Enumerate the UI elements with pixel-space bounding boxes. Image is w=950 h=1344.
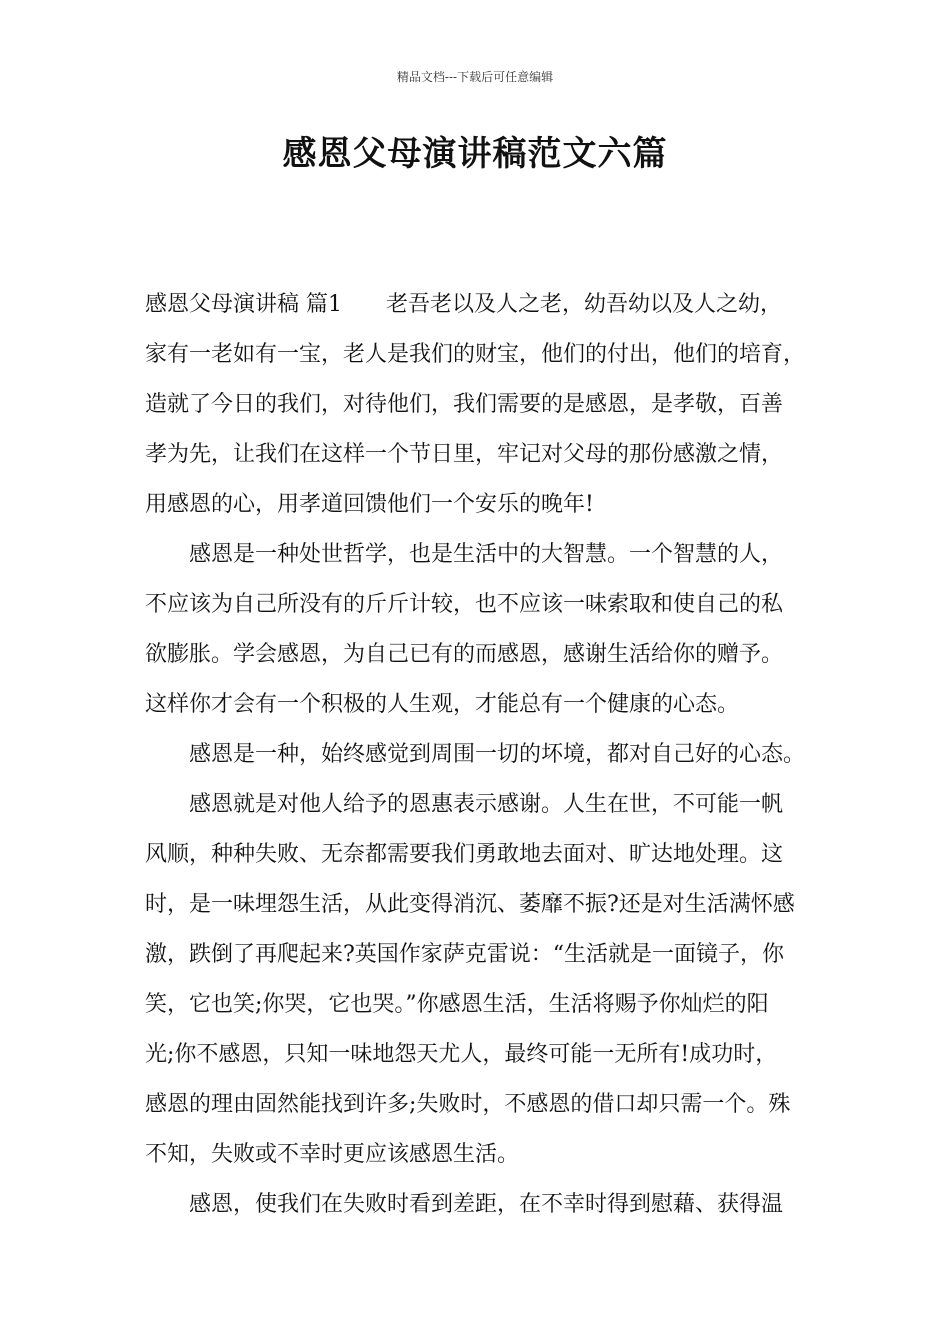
paragraph-line: 用感恩的心，用孝道回馈他们一个安乐的晚年! [145, 492, 594, 517]
paragraph-line: 造就了今日的我们，对待他们，我们需要的是感恩，是孝敬，百善 [145, 392, 784, 417]
paragraph-line: 风顺，种种失败、无奈都需要我们勇敢地去面对、旷达地处理。这 [145, 842, 784, 867]
paragraph-line: 激，跌倒了再爬起来?英国作家萨克雷说：“生活就是一面镜子，你 [145, 942, 785, 967]
paragraph-line: 笑，它也笑;你哭，它也哭。”你感恩生活，生活将赐予你灿烂的阳 [145, 992, 769, 1017]
paragraph-line: 这样你才会有一个积极的人生观，才能总有一个健康的心态。 [145, 692, 740, 717]
paragraph-text: 老吾老以及人之老，幼吾幼以及人之幼， [386, 292, 783, 317]
paragraph-line: 光;你不感恩，只知一味地怨天尤人，最终可能一无所有!成功时， [145, 1042, 778, 1067]
paragraph-line: 孝为先，让我们在这样一个节日里，牢记对父母的那份感激之情， [145, 442, 784, 467]
paragraph-line: 感恩，使我们在失败时看到差距，在不幸时得到慰藉、获得温 [189, 1192, 784, 1217]
header-note: 精品文档---下载后可任意编辑 [396, 70, 554, 84]
document-title: 感恩父母演讲稿范文六篇 [282, 134, 668, 174]
paragraph-line: 感恩的理由固然能找到许多;失败时，不感恩的借口却只需一个。殊 [145, 1092, 791, 1117]
paragraph-line: 感恩是一种处世哲学，也是生活中的大智慧。一个智慧的人， [189, 542, 784, 567]
paragraph-line: 不知，失败或不幸时更应该感恩生活。 [145, 1142, 520, 1167]
document-body [145, 280, 825, 1230]
paragraph-line: 不应该为自己所没有的斤斤计较，也不应该一味索取和使自己的私 [145, 592, 784, 617]
paragraph-line: 家有一老如有一宝，老人是我们的财宝，他们的付出，他们的培育， [145, 342, 806, 367]
section-heading: 感恩父母演讲稿 篇1 [145, 292, 342, 317]
paragraph-line: 欲膨胀。学会感恩，为自己已有的而感恩，感谢生活给你的赠予。 [145, 642, 784, 667]
paragraph-line: 感恩是一种，始终感觉到周围一切的坏境，都对自己好的心态。 [189, 742, 806, 767]
paragraph-line: 时，是一味埋怨生活，从此变得消沉、萎靡不振?还是对生活满怀感 [145, 892, 795, 917]
paragraph-line: 感恩就是对他人给予的恩惠表示感谢。人生在世，不可能一帆 [189, 792, 784, 817]
paragraph-line [145, 280, 825, 330]
